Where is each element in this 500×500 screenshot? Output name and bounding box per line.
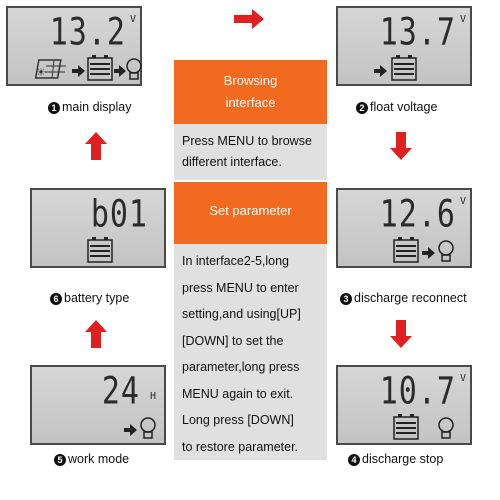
step-badge: 1: [48, 102, 60, 114]
lcd-value: 13.7: [379, 10, 456, 55]
lcd-main-display: [6, 6, 142, 86]
browse-body-line: Press MENU to browse: [182, 134, 312, 148]
set-body-line: MENU again to exit.: [182, 386, 294, 401]
caption-label: main display: [62, 100, 132, 114]
set-body-line: [DOWN] to set the: [182, 333, 284, 348]
arrow-icon: [114, 65, 126, 77]
caption-label: battery type: [64, 291, 130, 305]
bulb-icon: [127, 59, 141, 79]
arrow-icon: [374, 65, 387, 77]
lcd-unit: H: [149, 391, 156, 402]
caption-label: discharge stop: [362, 452, 444, 466]
arrow-down-icon: [389, 130, 413, 162]
step-badge: 4: [348, 454, 360, 466]
lcd-work-mode: [30, 365, 166, 445]
lcd-unit: V: [129, 14, 136, 25]
status-icons: [338, 8, 474, 88]
browse-panel-body: [174, 124, 327, 180]
svg-text:☀: ☀: [36, 66, 46, 79]
lcd-value: 13.2: [49, 10, 126, 55]
caption-discharge-reconnect: [340, 291, 467, 305]
lcd-unit: V: [459, 373, 466, 384]
lcd-value: 24: [101, 369, 140, 414]
caption-discharge-stop: [348, 452, 443, 466]
status-icons: [8, 8, 144, 88]
caption-label: discharge reconnect: [354, 291, 467, 305]
browse-title-line: interface: [225, 95, 276, 110]
battery-icon: [394, 414, 418, 439]
lcd-unit: V: [459, 196, 466, 207]
lcd-float-voltage: [336, 6, 472, 86]
set-parameter-title: Set parameter: [174, 182, 327, 244]
status-icons: [338, 367, 474, 447]
caption-label: work mode: [68, 452, 130, 466]
browse-panel-title: [174, 60, 327, 124]
browse-title-line: Browsing: [223, 73, 278, 88]
set-body-line: parameter,long press: [182, 360, 300, 374]
status-icons: [338, 190, 474, 270]
bulb-icon: [141, 418, 155, 438]
solar-panel-icon: [36, 60, 66, 79]
status-icons: [32, 190, 168, 270]
bulb-icon: [439, 418, 453, 438]
lcd-battery-type: [30, 188, 166, 268]
arrow-icon: [124, 424, 137, 436]
caption-label: float voltage: [370, 100, 438, 114]
set-body-line: Long press [DOWN]: [182, 413, 294, 427]
set-body-line: press MENU to enter: [182, 280, 299, 295]
arrow-down-icon: [389, 318, 413, 350]
set-body-line: In interface2-5,long: [182, 254, 290, 268]
arrow-up-icon: [84, 318, 108, 350]
caption-float-voltage: [356, 100, 437, 114]
lcd-value: 10.7: [379, 369, 456, 414]
bulb-icon: [439, 241, 453, 261]
caption-work-mode: [54, 452, 129, 466]
battery-icon: [88, 237, 112, 262]
step-badge: 2: [356, 102, 368, 114]
caption-main-display: [48, 100, 131, 114]
lcd-value: 12.6: [379, 192, 456, 237]
step-badge: 5: [54, 454, 66, 466]
set-parameter-panel: [174, 182, 327, 460]
battery-icon: [88, 55, 112, 80]
battery-icon: [392, 55, 416, 80]
lcd-value: b01: [90, 192, 148, 237]
step-badge: 6: [50, 293, 62, 305]
arrow-icon: [72, 65, 85, 77]
lcd-unit: V: [459, 14, 466, 25]
step-badge: 3: [340, 293, 352, 305]
battery-icon: [394, 237, 418, 262]
lcd-discharge-reconnect: [336, 188, 472, 268]
caption-battery-type: [50, 291, 129, 305]
browse-body-line: different interface.: [182, 155, 282, 169]
arrow-right-icon: [232, 8, 266, 30]
set-body-line: to restore parameter.: [182, 439, 299, 454]
status-icons: [32, 367, 168, 447]
browse-panel: [174, 60, 327, 180]
arrow-icon: [422, 247, 435, 259]
set-parameter-body: [174, 244, 327, 460]
lcd-discharge-stop: [336, 365, 472, 445]
arrow-up-icon: [84, 130, 108, 162]
set-body-line: setting,and using[UP]: [182, 307, 301, 321]
